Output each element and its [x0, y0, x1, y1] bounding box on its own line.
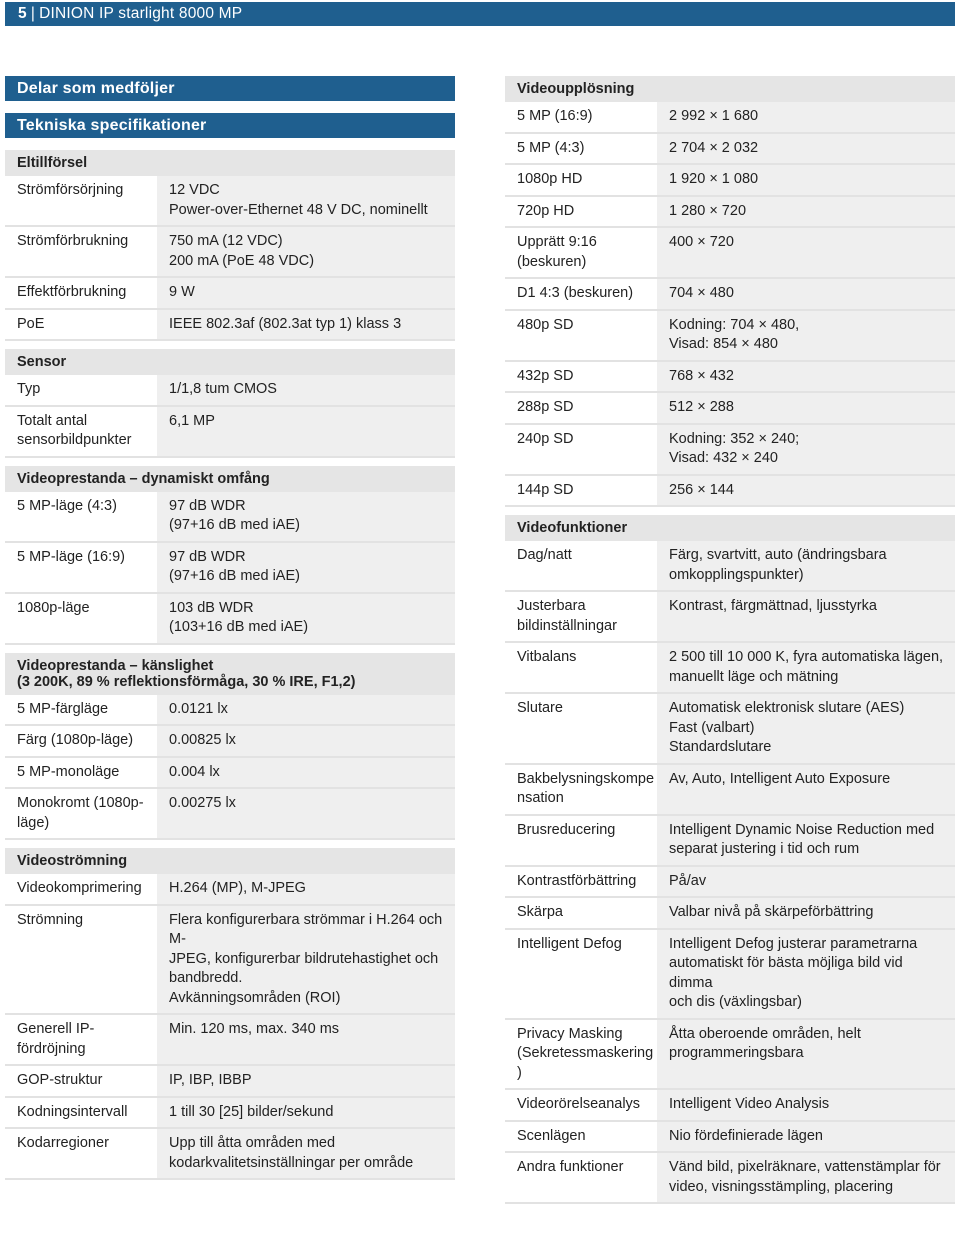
spec-row [5, 176, 455, 227]
spec-section [505, 76, 955, 507]
spec-label [505, 425, 657, 474]
spec-value [657, 311, 955, 360]
spec-label [5, 594, 157, 643]
text-line: Kontrastförbättring [517, 872, 637, 889]
section-heading [505, 76, 955, 102]
spec-row [505, 867, 955, 899]
spec-row [5, 227, 455, 278]
text-line: Videofunktioner [517, 520, 628, 536]
text-line: sensorbildpunkter [17, 432, 132, 448]
text-line: (Sekretessmaskering [517, 1045, 654, 1061]
included-parts-title: Delar som medföljer [5, 76, 455, 101]
text-line: 97 dB WDR [169, 548, 246, 565]
spec-value [157, 375, 455, 405]
spec-value [657, 1090, 955, 1120]
spec-row [5, 1098, 455, 1130]
spec-row [505, 592, 955, 643]
spec-value [157, 1098, 455, 1128]
text-line: 1 till 30 [25] bilder/sekund [169, 1103, 334, 1120]
spec-value [157, 492, 455, 541]
spec-row [5, 407, 455, 458]
spec-label [505, 1020, 657, 1089]
text-line: 5 MP (4:3) [517, 139, 585, 156]
text-line: (103+16 dB med iAE) [169, 619, 309, 635]
text-line: (97+16 dB med iAE) [169, 517, 300, 533]
spec-label [505, 930, 657, 1018]
text-line: 256 × 144 [669, 481, 734, 498]
text-line: 12 VDC [169, 182, 220, 198]
spec-label [5, 543, 157, 592]
spec-value [657, 816, 955, 865]
spec-label [5, 726, 157, 756]
product-title: DINION IP starlight 8000 MP [39, 5, 243, 22]
text-line: Totalt antal [17, 412, 88, 429]
text-line: 1 280 × 720 [669, 202, 747, 219]
spec-label [5, 1066, 157, 1096]
text-line: Flera konfigurerbara strömmar i H.264 och M- [169, 911, 443, 947]
spec-value [657, 867, 955, 897]
text-line: Intelligent Video Analysis [669, 1096, 830, 1112]
text-line: 720p HD [517, 202, 575, 219]
text-line: 0.004 lx [169, 763, 220, 780]
left-column [5, 76, 455, 1188]
spec-value [657, 541, 955, 590]
text-line: bandbredd. [169, 970, 243, 986]
spec-value [657, 1153, 955, 1202]
text-line: Typ [17, 381, 41, 397]
text-line: Power-over-Ethernet 48 V DC, nominellt [169, 201, 428, 218]
text-line: Upp till åtta områden med [169, 1135, 336, 1151]
spec-value [157, 1129, 455, 1178]
spec-value [157, 789, 455, 838]
spec-label [505, 898, 657, 928]
spec-label [505, 197, 657, 227]
spec-row [505, 393, 955, 425]
spec-value [157, 407, 455, 456]
spec-row [5, 375, 455, 407]
text-line: 512 × 288 [669, 399, 734, 415]
text-line: Monokromt (1080p- [17, 795, 144, 811]
spec-row [505, 930, 955, 1020]
spec-label [5, 1098, 157, 1128]
spec-label [505, 102, 657, 132]
text-line: 9 W [169, 284, 195, 300]
spec-label [5, 227, 157, 276]
spec-value [657, 197, 955, 227]
text-line: manuellt läge och mätning [669, 668, 839, 685]
spec-label [505, 765, 657, 814]
spec-value [657, 592, 955, 641]
text-line: 5 MP-läge (4:3) [17, 497, 117, 514]
text-line: 5 MP-färgläge [17, 700, 109, 717]
spec-value [157, 906, 455, 1014]
text-line: video, visningsstämpling, placering [669, 1178, 894, 1195]
spec-label [5, 789, 157, 838]
spec-value [657, 279, 955, 309]
spec-label [505, 816, 657, 865]
spec-section [5, 349, 455, 458]
left-spec-sections [5, 150, 455, 1180]
spec-value [157, 543, 455, 592]
spec-value [157, 227, 455, 276]
spec-row [5, 906, 455, 1016]
spec-value [657, 393, 955, 423]
spec-row [505, 1020, 955, 1091]
spec-value [157, 726, 455, 756]
text-line: 400 × 720 [669, 234, 734, 250]
spec-value [657, 898, 955, 928]
spec-label [5, 695, 157, 725]
text-line: 6,1 MP [169, 412, 215, 429]
spec-row [505, 816, 955, 867]
text-line: Videoströmning [17, 853, 128, 869]
spec-row [505, 228, 955, 279]
text-line: 288p SD [517, 399, 574, 415]
text-line: Scenlägen [517, 1127, 586, 1144]
spec-row [5, 492, 455, 543]
spec-row [505, 165, 955, 197]
spec-label [5, 492, 157, 541]
spec-row [505, 898, 955, 930]
spec-row [505, 541, 955, 592]
spec-label [5, 176, 157, 225]
text-line: Standardslutare [669, 739, 772, 755]
spec-value [657, 765, 955, 814]
spec-value [657, 228, 955, 277]
spec-value [157, 310, 455, 340]
text-line: 1080p HD [517, 171, 583, 187]
spec-row [505, 476, 955, 508]
text-line: JPEG, konfigurerbar bildrutehastighet och [169, 950, 439, 967]
text-line: automatiskt för bästa möjliga bild vid dimma [669, 955, 903, 991]
text-line: Brusreducering [517, 821, 616, 838]
spec-row [5, 726, 455, 758]
page-header-bar [5, 2, 955, 26]
text-line: Färg, svartvitt, auto (ändringsbara [669, 547, 887, 563]
text-line: 103 dB WDR [169, 599, 254, 616]
spec-row [505, 765, 955, 816]
text-line: 2 704 × 2 032 [669, 139, 759, 156]
text-line: Kodningsintervall [17, 1103, 128, 1120]
spec-value [157, 695, 455, 725]
spec-row [5, 594, 455, 645]
spec-row [505, 311, 955, 362]
text-line: Videorörelseanalys [517, 1096, 641, 1112]
text-line: Intelligent Defog justerar parametrarna [669, 935, 918, 952]
spec-row [5, 1066, 455, 1098]
spec-label [5, 874, 157, 904]
text-line: Visad: 432 × 240 [669, 450, 778, 466]
spec-label [505, 694, 657, 763]
spec-label [505, 592, 657, 641]
text-line: Upprätt 9:16 [517, 234, 597, 250]
spec-label [5, 375, 157, 405]
text-line: 144p SD [517, 481, 574, 498]
text-line: På/av [669, 872, 707, 889]
spec-row [505, 694, 955, 765]
text-line: D1 4:3 (beskuren) [517, 285, 634, 301]
technical-specs-title: Tekniska specifikationer [5, 113, 455, 138]
spec-label [505, 1090, 657, 1120]
text-line: Videokomprimering [17, 880, 142, 896]
text-line: 0.0121 lx [169, 700, 228, 717]
spec-row [505, 134, 955, 166]
text-line: Slutare [517, 700, 563, 716]
text-line: Nio fördefinierade lägen [669, 1127, 823, 1144]
spec-label [505, 165, 657, 195]
section-heading [5, 150, 455, 176]
spec-section [505, 515, 955, 1204]
spec-label [505, 541, 657, 590]
text-line: Privacy Masking [517, 1025, 623, 1042]
spec-value [657, 643, 955, 692]
text-line: Effektförbrukning [17, 284, 127, 300]
spec-row [505, 643, 955, 694]
spec-label [505, 279, 657, 309]
text-line: Automatisk elektronisk slutare (AES) [669, 700, 905, 716]
text-line: 750 mA (12 VDC) [169, 233, 283, 249]
text-line: 200 mA (PoE 48 VDC) [169, 252, 315, 269]
spec-section [5, 466, 455, 645]
spec-value [657, 134, 955, 164]
spec-label [5, 278, 157, 308]
spec-row [505, 362, 955, 394]
text-line: Intelligent Defog [517, 935, 622, 952]
section-heading [5, 466, 455, 492]
spec-value [657, 694, 955, 763]
text-line: 1 920 × 1 080 [669, 171, 759, 187]
text-line: Andra funktioner [517, 1159, 624, 1175]
spec-label [5, 1129, 157, 1178]
spec-label [505, 393, 657, 423]
text-line: IEEE 802.3af (802.3at typ 1) klass 3 [169, 315, 402, 332]
text-line: 5 MP (16:9) [517, 108, 593, 124]
text-line: Vänd bild, pixelräknare, vattenstämplar för [669, 1159, 941, 1175]
spec-row [5, 1015, 455, 1066]
text-line: Dag/natt [517, 547, 572, 563]
spec-label [505, 1122, 657, 1152]
text-line: ) [517, 1064, 522, 1081]
text-line: Strömning [17, 911, 84, 928]
text-line: Kodning: 352 × 240; [669, 430, 800, 447]
text-line: separat justering i tid och rum [669, 841, 860, 857]
spec-value [157, 176, 455, 225]
text-line: 432p SD [517, 367, 574, 384]
spec-value [657, 102, 955, 132]
spec-row [5, 278, 455, 310]
text-line: Generell IP- [17, 1021, 95, 1037]
right-column [505, 76, 955, 1212]
text-line: 0.00275 lx [169, 795, 236, 811]
spec-row [505, 102, 955, 134]
section-heading [5, 653, 455, 695]
text-line: Bakbelysningskompe [517, 770, 655, 787]
text-line: Kodarregioner [17, 1135, 109, 1151]
text-line: (beskuren) [517, 253, 587, 270]
spec-section [5, 150, 455, 341]
text-line: 704 × 480 [669, 285, 734, 301]
text-line: Vitbalans [517, 649, 577, 665]
spec-label [505, 476, 657, 506]
text-line: 480p SD [517, 316, 574, 333]
right-spec-sections [505, 76, 955, 1204]
text-line: Valbar nivå på skärpeförbättring [669, 904, 874, 920]
text-line: Åtta oberoende områden, helt [669, 1025, 861, 1042]
spec-row [5, 758, 455, 790]
text-line: Eltillförsel [17, 155, 88, 171]
text-line: Videoprestanda – känslighet [17, 657, 214, 674]
text-line: Avkänningsområden (ROI) [169, 989, 341, 1006]
spec-row [5, 543, 455, 594]
spec-value [657, 930, 955, 1018]
text-line: 1/1,8 tum CMOS [169, 381, 277, 397]
spec-section [5, 653, 455, 841]
spec-label [5, 407, 157, 456]
text-line: Kodning: 704 × 480, [669, 316, 800, 333]
spec-row [5, 1129, 455, 1180]
spec-label [5, 1015, 157, 1064]
spec-value [157, 1066, 455, 1096]
text-line: Strömförbrukning [17, 233, 129, 249]
text-line: och dis (växlingsbar) [669, 994, 802, 1010]
text-line: 1080p-läge [17, 599, 90, 616]
text-line: Fast (valbart) [669, 719, 755, 736]
spec-row [5, 695, 455, 727]
section-heading [505, 515, 955, 541]
spec-row [505, 425, 955, 476]
section-heading [5, 349, 455, 375]
spec-row [505, 1153, 955, 1204]
spec-value [657, 476, 955, 506]
text-line: 5 MP-läge (16:9) [17, 548, 125, 565]
text-line: H.264 (MP), M-JPEG [169, 880, 306, 896]
section-heading [5, 848, 455, 874]
text-line: nsation [517, 790, 564, 806]
spec-row [505, 197, 955, 229]
spec-label [505, 311, 657, 360]
text-line: bildinställningar [517, 617, 617, 634]
text-line: PoE [17, 315, 45, 332]
text-line: Färg (1080p-läge) [17, 732, 134, 748]
spec-row [5, 310, 455, 342]
text-line: (97+16 dB med iAE) [169, 568, 300, 584]
spec-row [505, 1090, 955, 1122]
text-line: 97 dB WDR [169, 497, 246, 514]
text-line: Kontrast, färgmättnad, ljusstyrka [669, 598, 877, 614]
page-number: 5 [18, 5, 27, 22]
text-line: Min. 120 ms, max. 340 ms [169, 1021, 340, 1037]
text-line: 2 992 × 1 680 [669, 108, 759, 124]
spec-value [157, 758, 455, 788]
spec-label [505, 362, 657, 392]
spec-value [657, 1122, 955, 1152]
spec-value [157, 278, 455, 308]
text-line: Sensor [17, 354, 67, 370]
spec-value [657, 165, 955, 195]
text-line: 2 500 till 10 000 K, fyra automatiska lägen, [669, 649, 944, 665]
text-line: Strömförsörjning [17, 182, 124, 198]
text-line: 768 × 432 [669, 367, 734, 384]
text-line: IP, IBP, IBBP [169, 1072, 252, 1088]
text-line: (3 200K, 89 % reflektionsförmåga, 30 % IRE, F1,2) [17, 673, 356, 690]
spec-value [657, 362, 955, 392]
text-line: Intelligent Dynamic Noise Reduction med [669, 821, 935, 838]
spec-label [505, 134, 657, 164]
text-line: 0.00825 lx [169, 732, 236, 748]
spec-row [5, 874, 455, 906]
text-line: 5 MP-monoläge [17, 763, 120, 780]
text-line: fördröjning [17, 1040, 86, 1057]
text-line: GOP-struktur [17, 1072, 103, 1088]
spec-label [5, 310, 157, 340]
spec-row [5, 789, 455, 840]
spec-label [5, 906, 157, 1014]
spec-row [505, 1122, 955, 1154]
text-line: programmeringsbara [669, 1045, 804, 1061]
spec-row [505, 279, 955, 311]
text-line: Av, Auto, Intelligent Auto Exposure [669, 770, 891, 787]
spec-value [157, 1015, 455, 1064]
text-line: Videoupplösning [517, 81, 635, 97]
spec-section [5, 848, 455, 1180]
spec-value [157, 874, 455, 904]
spec-label [505, 867, 657, 897]
header-separator: | [30, 5, 36, 22]
text-line: 240p SD [517, 430, 574, 447]
text-line: kodarkvalitetsinställningar per område [169, 1154, 414, 1171]
text-line: läge) [17, 814, 50, 831]
text-line: Skärpa [517, 904, 563, 920]
spec-label [505, 643, 657, 692]
text-line: Videoprestanda – dynamiskt omfång [17, 470, 270, 487]
text-line: Visad: 854 × 480 [669, 336, 778, 352]
spec-label [505, 1153, 657, 1202]
spec-label [505, 228, 657, 277]
text-line: omkopplingspunkter) [669, 566, 804, 583]
spec-value [657, 1020, 955, 1089]
spec-value [657, 425, 955, 474]
text-line: Justerbara [517, 598, 586, 614]
spec-label [5, 758, 157, 788]
spec-value [157, 594, 455, 643]
